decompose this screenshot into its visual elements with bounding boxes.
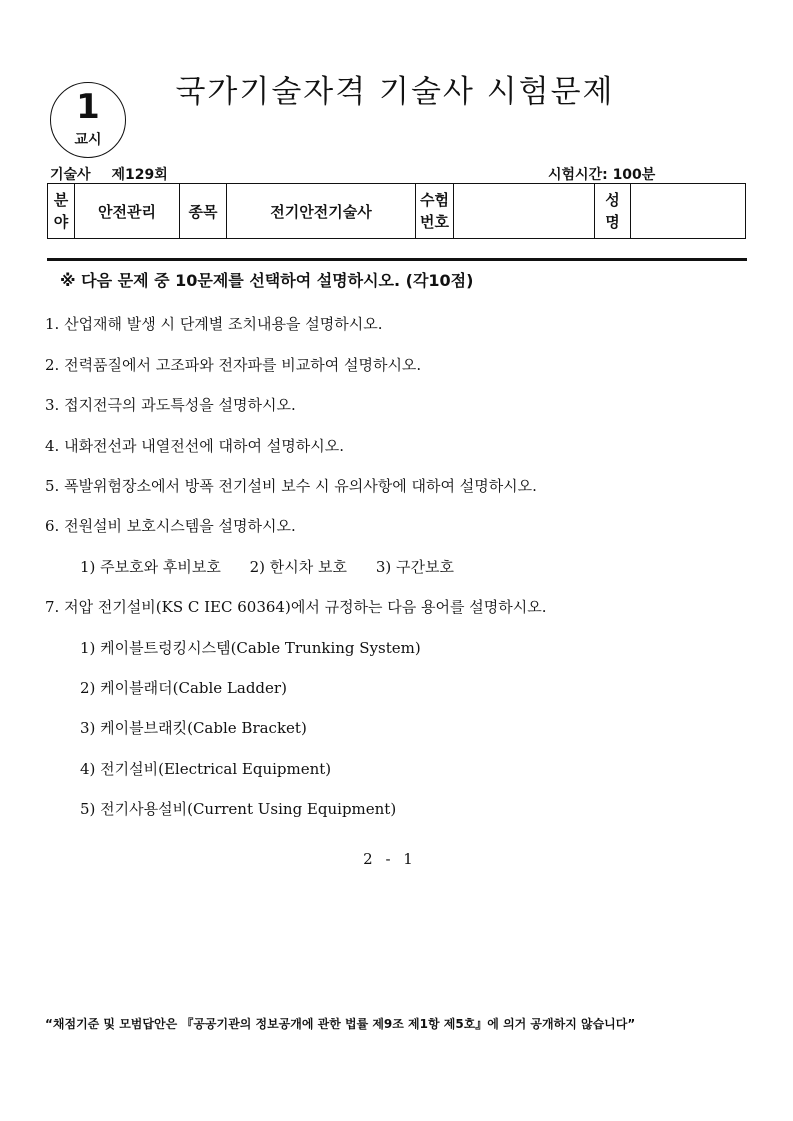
exam-number-label-cell <box>416 184 454 239</box>
exam-number-field[interactable] <box>454 184 595 239</box>
session-label: 교시 <box>74 132 102 148</box>
question-7: 7. 저압 전기설비(KS C IEC 60364)에서 규정하는 다음 용어를 설명하시오. <box>45 598 547 616</box>
exam-category: 기술사 <box>50 167 91 183</box>
field-label-line-1: 분 <box>53 191 69 209</box>
question-1: 1. 산업재해 발생 시 단계별 조치내용을 설명하시오. <box>45 315 383 333</box>
field-value: 안전관리 <box>75 184 180 239</box>
question-7-sub-5: 5) 전기사용설비(Current Using Equipment) <box>80 800 397 818</box>
page-indicator: 2 - 1 <box>363 850 417 868</box>
instruction: ※ 다음 문제 중 10문제를 선택하여 설명하시오. (각10점) <box>60 271 474 290</box>
question-6-sub-1: 1) 주보호와 후비보호 <box>80 558 221 576</box>
footer-notice: “채점기준 및 모범답안은 『공공기관의 정보공개에 관한 법률 제9조 제1항 제5호』에 의거 공개하지 않습니다” <box>45 1017 636 1031</box>
session-number: 1 <box>76 87 100 127</box>
question-7-sub-2: 2) 케이블래더(Cable Ladder) <box>80 679 287 697</box>
session-badge <box>50 82 126 158</box>
question-7-sub-3: 3) 케이블브래킷(Cable Bracket) <box>80 719 307 737</box>
question-4: 4. 내화전선과 내열전선에 대하여 설명하시오. <box>45 437 344 455</box>
field-label-line-2: 야 <box>53 213 69 231</box>
name-label-cell <box>595 184 631 239</box>
name-field[interactable] <box>631 184 746 239</box>
question-6: 6. 전원설비 보호시스템을 설명하시오. <box>45 517 296 535</box>
exam-number-label-line-1: 수험 <box>420 191 449 209</box>
question-6-subitems <box>80 557 454 577</box>
question-7-sub-4: 4) 전기설비(Electrical Equipment) <box>80 760 332 778</box>
item-value: 전기안전기술사 <box>227 184 416 239</box>
exam-number-label-line-2: 번호 <box>420 213 449 231</box>
question-6-sub-2: 2) 한시차 보호 <box>249 558 348 576</box>
name-label-line-1: 성 <box>605 191 620 209</box>
header-divider <box>47 258 747 261</box>
question-7-sub-1: 1) 케이블트렁킹시스템(Cable Trunking System) <box>80 639 421 657</box>
exam-info-table <box>47 183 746 239</box>
exam-round: 제129회 <box>111 167 168 183</box>
question-6-sub-3: 3) 구간보호 <box>375 558 454 576</box>
field-label-cell <box>48 184 75 239</box>
question-2: 2. 전력품질에서 고조파와 전자파를 비교하여 설명하시오. <box>45 356 422 374</box>
page-title: 국가기술자격 기술사 시험문제 <box>175 74 615 110</box>
exam-category-line <box>50 164 168 184</box>
question-5: 5. 폭발위험장소에서 방폭 전기설비 보수 시 유의사항에 대하여 설명하시오. <box>45 477 537 495</box>
name-label-line-2: 명 <box>605 213 620 231</box>
item-label: 종목 <box>180 184 227 239</box>
question-3: 3. 접지전극의 과도특성을 설명하시오. <box>45 396 296 414</box>
exam-time: 시험시간: 100분 <box>548 167 656 183</box>
